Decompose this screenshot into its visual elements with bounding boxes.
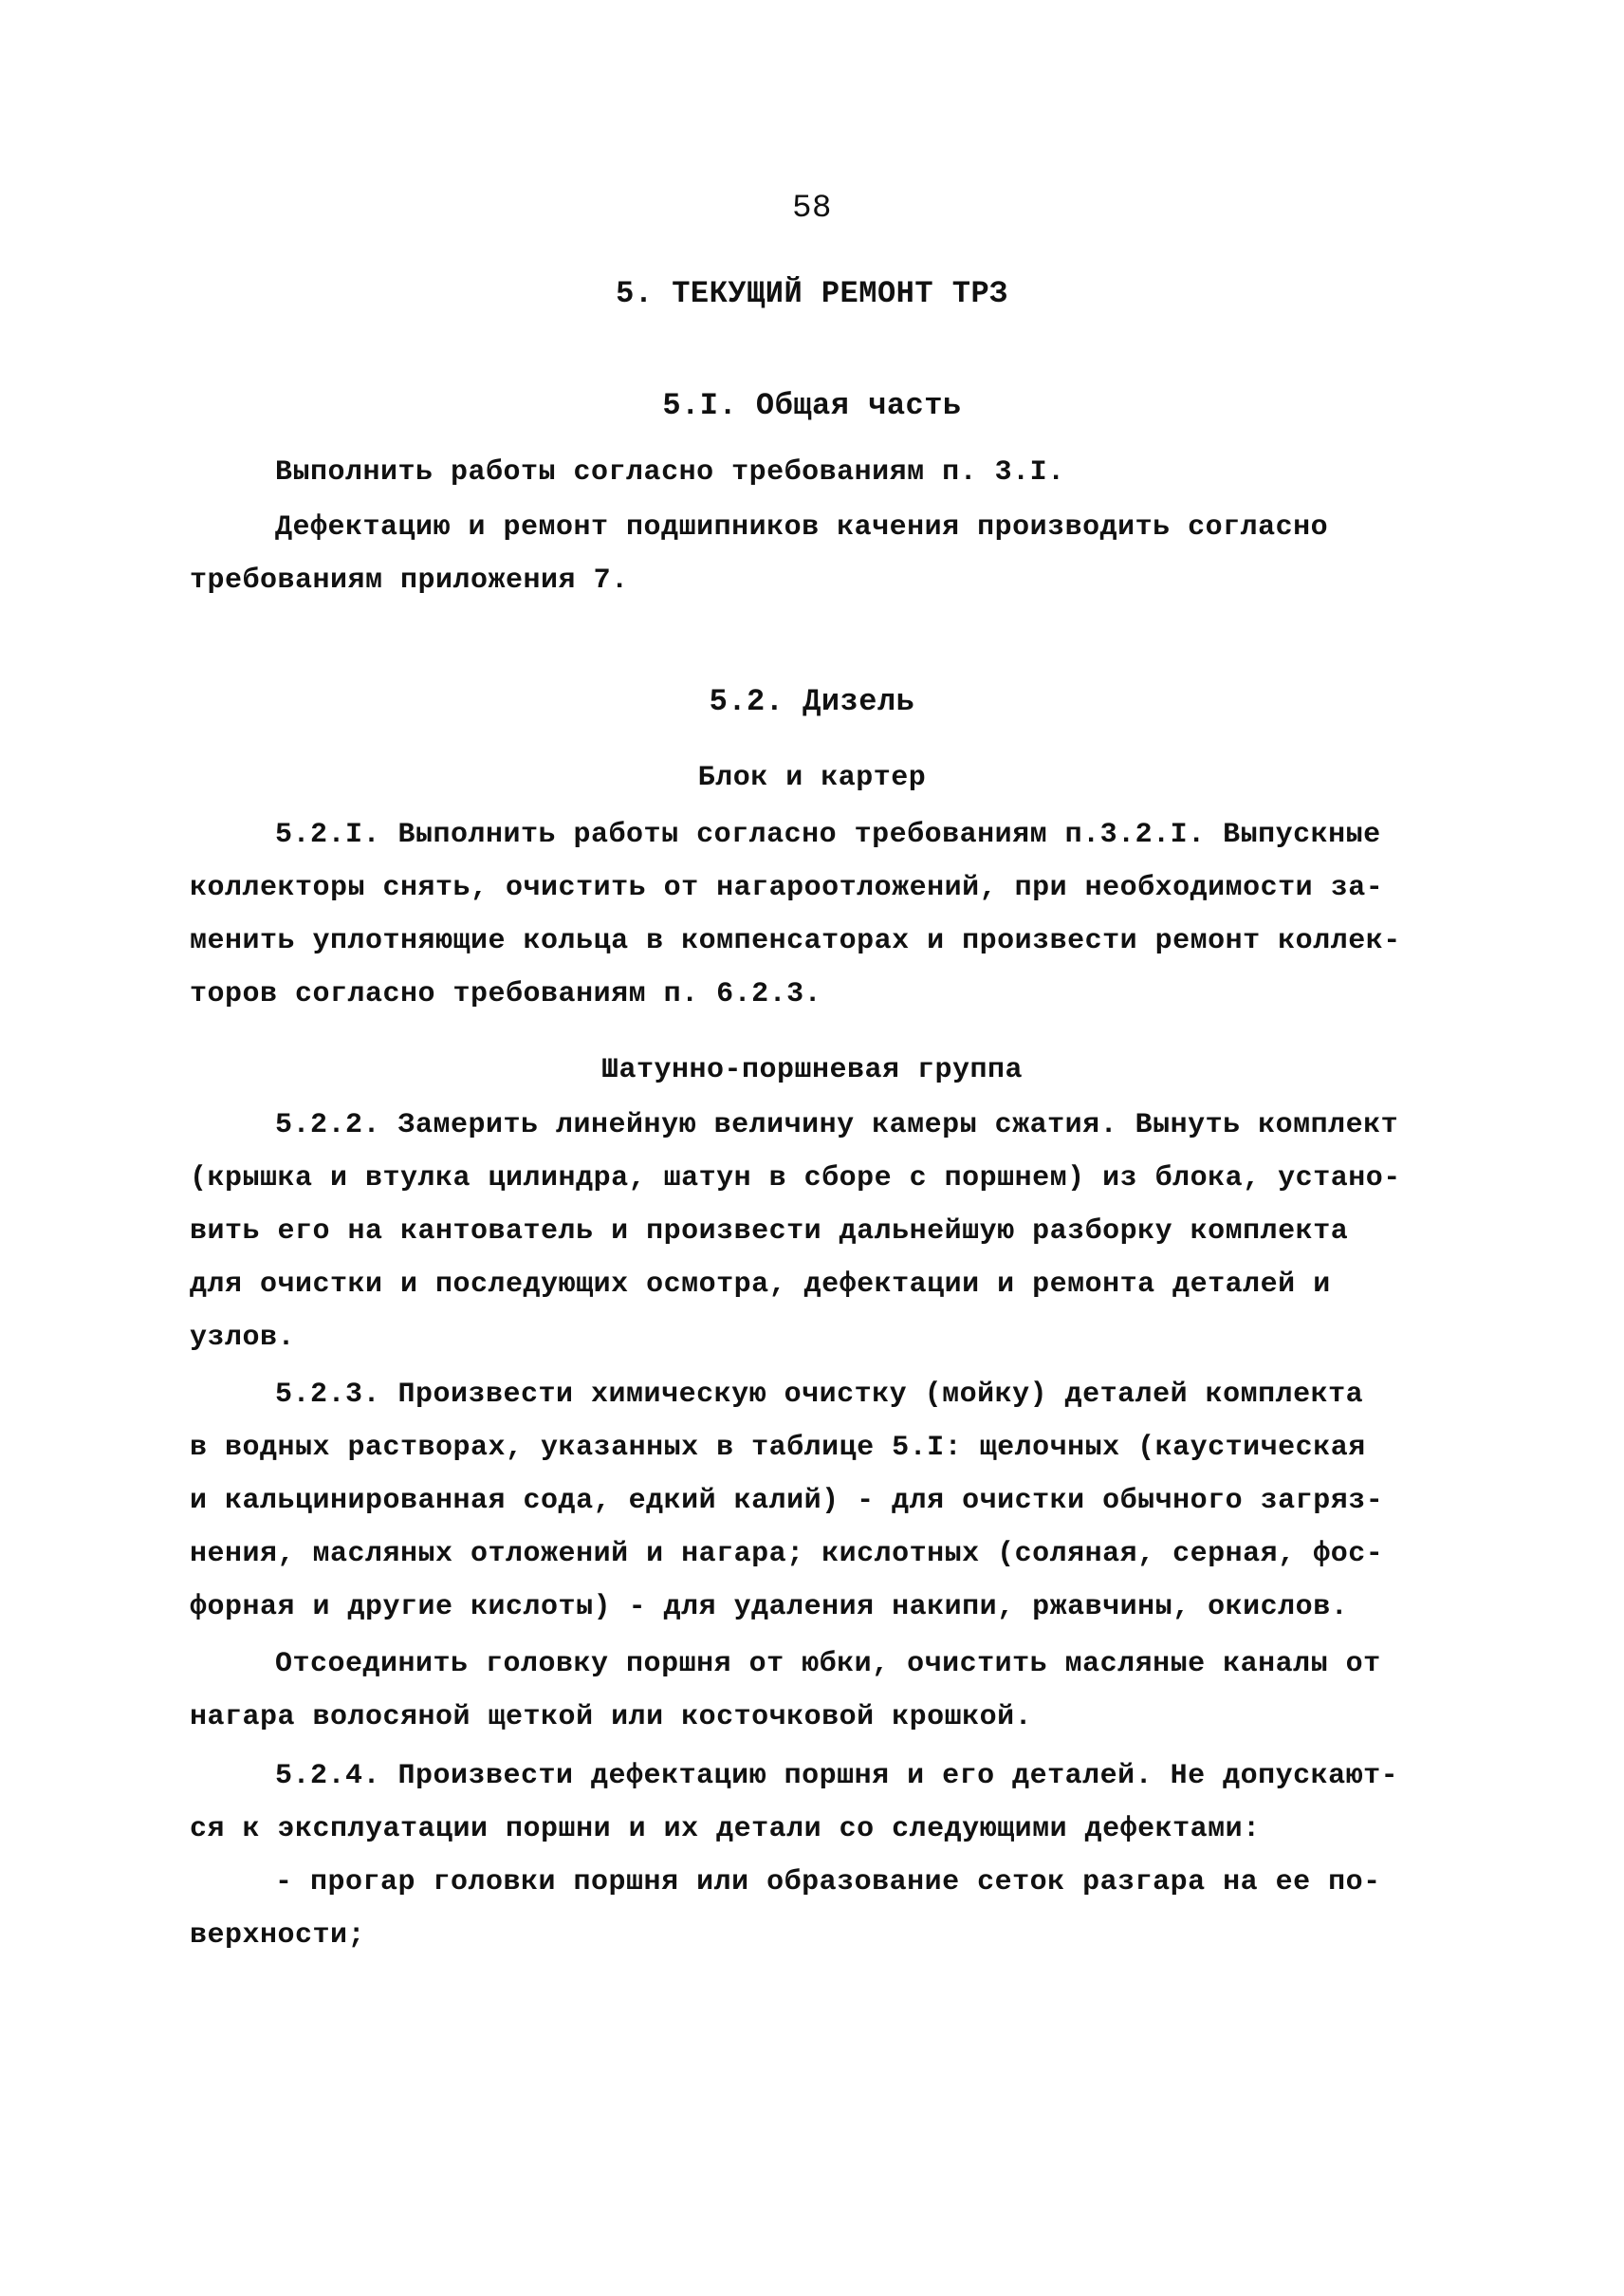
paragraph-line: в водных растворах, указанных в таблице 5.I: щелочных (каустическая bbox=[190, 1432, 1366, 1464]
paragraph-line: (крышка и втулка цилиндра, шатун в сборе с поршнем) из блока, устано- bbox=[190, 1162, 1401, 1194]
paragraph-line: узлов. bbox=[190, 1322, 296, 1354]
paragraph-line: 5.2.2. Замерить линейную величину камеры сжатия. Вынуть комплект bbox=[275, 1109, 1399, 1141]
paragraph-line: Отсоединить головку поршня от юбки, очистить масляные каналы от bbox=[275, 1648, 1381, 1680]
piston-group-title: Шатунно-поршневая группа bbox=[600, 1054, 1024, 1086]
paragraph-line: требованиям приложения 7. bbox=[190, 565, 629, 597]
paragraph-line: 5.2.I. Выполнить работы согласно требованиям п.3.2.I. Выпускные bbox=[275, 819, 1381, 851]
paragraph-line: 5.2.4. Произвести дефектацию поршня и его деталей. Не допускают- bbox=[275, 1760, 1399, 1792]
paragraph-line: и кальцинированная сода, едкий калий) - для очистки обычного загряз- bbox=[190, 1485, 1384, 1517]
paragraph-line: менить уплотняющие кольца в компенсаторах и произвести ремонт коллек- bbox=[190, 925, 1401, 957]
paragraph-line: Дефектацию и ремонт подшипников качения производить согласно bbox=[275, 511, 1329, 544]
subsection-title-general: 5.I. Общая часть bbox=[662, 388, 962, 423]
page-number: 58 bbox=[792, 191, 832, 227]
paragraph-line: вить его на кантователь и произвести дальнейшую разборку комплекта bbox=[190, 1215, 1349, 1248]
section-title: 5. ТЕКУЩИЙ РЕМОНТ ТРЗ bbox=[616, 276, 1008, 311]
paragraph-line: коллекторы снять, очистить от нагароотложений, при необходимости за- bbox=[190, 872, 1384, 904]
paragraph-line: нагара волосяной щеткой или косточковой крошкой. bbox=[190, 1701, 1033, 1733]
paragraph-line: ся к эксплуатации поршни и их детали со следующими дефектами: bbox=[190, 1813, 1261, 1845]
paragraph-line: форная и другие кислоты) - для удаления накипи, ржавчины, окислов. bbox=[190, 1591, 1349, 1623]
block-title: Блок и картер bbox=[697, 762, 927, 794]
paragraph-line: для очистки и последующих осмотра, дефектации и ремонта деталей и bbox=[190, 1268, 1331, 1301]
paragraph-line: Выполнить работы согласно требованиям п. 3.I. bbox=[275, 456, 1065, 489]
paragraph-line: нения, масляных отложений и нагара; кислотных (соляная, серная, фос- bbox=[190, 1538, 1384, 1570]
paragraph-line: 5.2.3. Произвести химическую очистку (мойку) деталей комплекта bbox=[275, 1379, 1364, 1411]
paragraph-line: торов согласно требованиям п. 6.2.3. bbox=[190, 978, 822, 1010]
paragraph-line: верхности; bbox=[190, 1919, 366, 1952]
paragraph-line: - прогар головки поршня или образование сеток разгара на ее по- bbox=[275, 1866, 1381, 1898]
subsection-title-diesel: 5.2. Дизель bbox=[709, 684, 915, 719]
